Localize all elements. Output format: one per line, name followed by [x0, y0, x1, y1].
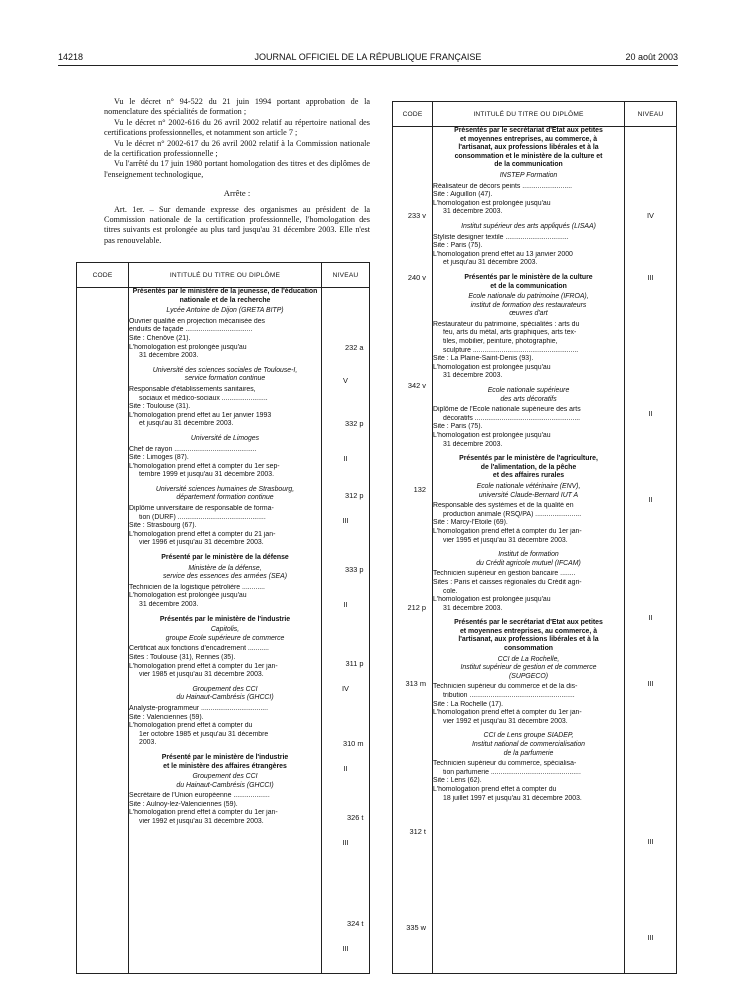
level-header: NIVEAU [625, 102, 677, 127]
entry-line: 31 décembre 2003. [139, 352, 199, 360]
page-header [58, 52, 678, 66]
entry-line: 31 décembre 2003. [443, 604, 503, 612]
ministry-heading: Présentés par le ministère de l'industrie [159, 615, 291, 623]
org-line: CCI de La Rochelle, [497, 655, 560, 663]
grp-line: et des affaires rurales [492, 472, 565, 480]
grp-line: Présenté par le ministère de l'industrie [161, 753, 289, 761]
title-entry [433, 683, 624, 726]
title-level: II [648, 409, 653, 418]
organism-name: Université de Limoges [190, 434, 260, 442]
entry-line: 2003. [139, 739, 157, 747]
paragraph: Vu le décret n° 2002-616 du 26 avril 2002 relatif au répertoire national des certifications professionnelles, et notamment son article 7 ; [104, 117, 370, 138]
org-line: Capitolis, [210, 626, 240, 634]
entry-line: 31 décembre 2003. [443, 440, 503, 448]
entry-line: L'homologation prend effet à compter du 21 jan- [129, 530, 276, 538]
org-line: du Hainaut-Cambrésis (GHCCI) [176, 694, 274, 702]
entry-line: Site : Paris (75). [433, 423, 483, 431]
entry-line: L'homologation est prolongée jusqu'au [433, 596, 551, 604]
entry-line: Site : Paris (75). [433, 242, 483, 250]
entry-line: Ouvrier qualifié en projection mécanisée des [129, 317, 265, 325]
organism-name [129, 686, 321, 703]
entry-line: 1er octobre 1985 et jusqu'au 31 décembre [139, 730, 269, 738]
organism-name [433, 732, 624, 758]
title-header: INTITULÉ DU TITRE OU DIPLÔME [129, 263, 322, 288]
title-level: II [343, 454, 348, 463]
entry-line: 31 décembre 2003. [443, 208, 503, 216]
grp-line: consommation et le ministère de la culture et [454, 152, 603, 160]
title-header: INTITULÉ DU TITRE OU DIPLÔME [433, 102, 625, 127]
title-level: V [343, 376, 348, 385]
organism-name [129, 486, 321, 503]
entry-line: tembre 1999 et jusqu'au 31 décembre 2003. [139, 471, 275, 479]
title-entry [129, 386, 321, 429]
title-code: 312 t [409, 827, 426, 836]
organism-name: Institut supérieur des arts appliqués (LISAA) [461, 222, 596, 230]
organism-name [433, 293, 624, 319]
organism-name [433, 656, 624, 682]
entry-line: 31 décembre 2003. [443, 372, 503, 380]
paragraph: Vu l'arrêté du 17 juin 1980 portant homologation des titres et des diplômes de l'enseignement technologique, [104, 159, 370, 179]
title-entry [129, 446, 321, 480]
org-line: institut de formation des restaurateurs [470, 301, 587, 309]
grp-line: l'artisanat, aux professions libérales et à la [458, 636, 599, 644]
title-level: II [343, 764, 348, 773]
title-code: 324 t [347, 918, 364, 928]
code-header: CODE [77, 263, 129, 288]
organism-name [433, 483, 624, 500]
entry-line: feu, arts du métal, arts graphiques, arts tex- [443, 329, 577, 337]
entry-line: Site : Aulnoy-lez-Valenciennes (59). [129, 800, 238, 808]
entry-line: et jusqu'au 31 décembre 2003. [443, 259, 538, 267]
entry-line: enduits de façade ................................... [129, 326, 253, 334]
org-line: des arts décoratifs [500, 395, 557, 403]
entry-line: L'homologation prend effet à compter du 1er jan- [129, 662, 278, 670]
entry-line: Diplôme universitaire de responsable de forma- [129, 505, 274, 513]
entry-line: cole. [443, 587, 458, 595]
org-line: département formation continue [176, 494, 274, 502]
grp-line: et moyennes entreprises, au commerce, à [459, 135, 598, 143]
right-table [392, 101, 677, 974]
entry-line: décoratifs ....................................................... [443, 414, 581, 422]
entry-line: L'homologation est prolongée jusqu'au [129, 592, 247, 600]
title-entry [433, 183, 624, 217]
entry-line: L'homologation est prolongée jusqu'au [433, 363, 551, 371]
title-entry [433, 760, 624, 803]
grp-line: et moyennes entreprises, au commerce, à [459, 627, 598, 635]
grp-line: et de la communication [490, 282, 567, 290]
org-line: Institut national de commercialisation [472, 741, 585, 748]
title-level: II [648, 495, 653, 504]
title-code: 326 t [347, 812, 364, 822]
ministry-heading: Présentés par le ministère de la jeunesse, de l'éducation nationale et de la recherche [132, 288, 318, 304]
entry-line: Technicien supérieur du commerce, spécialisa- [433, 760, 577, 768]
entry-line: Diplôme de l'Ecole nationale supérieure des arts [433, 406, 581, 414]
entry-line: 18 juillet 1997 et jusqu'au 31 décembre 2003. [443, 794, 582, 802]
org-line: Ministère de la défense, [188, 564, 262, 572]
entry-line: Site : La Rochelle (17). [433, 700, 504, 708]
title-code: 333 p [345, 564, 364, 574]
title-entry [433, 321, 624, 381]
journal-title: JOURNAL OFFICIEL DE LA RÉPUBLIQUE FRANÇAISE [254, 52, 482, 62]
code-column [393, 127, 433, 974]
grp-line: de la communication [494, 161, 563, 169]
entry-line: Site : Marcy-l'Etoile (69). [433, 519, 508, 527]
entry-line: Site : Limoges (87). [129, 454, 189, 462]
arrete-heading: Arrête : [223, 188, 251, 199]
entry-line: L'homologation est prolongée jusqu'au [129, 343, 247, 351]
grp-line: l'artisanat, aux professions libérales et à la [458, 144, 599, 152]
title-code: 311 p [345, 658, 364, 668]
organism-name: Lycée Antoine de Dijon (GRETA BITP) [166, 307, 284, 315]
organism-name [433, 387, 624, 404]
ministry-heading: Présenté par le ministère de la défense [161, 554, 289, 562]
title-entry [433, 570, 624, 613]
entry-line: Certificat aux fonctions d'encadrement ........... [129, 645, 269, 653]
title-column [433, 127, 625, 974]
entry-line: L'homologation prend effet à compter du 1er jan- [433, 709, 582, 717]
title-code: 332 p [345, 418, 364, 428]
title-code: 212 p [407, 603, 426, 612]
entry-line: vier 1985 et jusqu'au 31 décembre 2003. [139, 671, 264, 679]
title-code: 240 v [407, 273, 426, 282]
entry-line: tion (DURF) .............................................. [139, 513, 266, 521]
code-header: CODE [393, 102, 433, 127]
entry-line: tribution ....................................................... [443, 692, 575, 700]
ministry-heading [433, 274, 624, 291]
entry-line: L'homologation est prolongée jusqu'au [433, 432, 551, 439]
ministry-heading [433, 455, 624, 481]
org-line: Institut de formation [498, 551, 559, 559]
title-level: IV [647, 211, 654, 220]
title-code: 233 v [407, 211, 426, 220]
entry-line: Site : Lens (62). [433, 777, 482, 785]
title-level: III [342, 838, 349, 847]
org-line: Ecole nationale du patrimoine (IFROA), [468, 293, 589, 301]
entry-line: vier 1992 et jusqu'au 31 décembre 2003. [443, 717, 568, 725]
entry-line: sculpture ....................................................... [443, 346, 579, 354]
paragraph: Vu le décret n° 2002-617 du 26 avril 2002 relatif à la Commission nationale de la certification professionnelle ; [104, 138, 370, 159]
title-entry [129, 705, 321, 748]
title-level: III [342, 944, 349, 953]
entry-line: vier 1995 et jusqu'au 31 décembre 2003. [443, 536, 568, 544]
grp-line: Présentés par le ministère de la culture [464, 273, 593, 281]
title-level: III [647, 679, 654, 688]
left-table [76, 262, 370, 974]
entry-line: Site : Valenciennes (59). [129, 713, 204, 721]
ministry-heading [433, 619, 624, 653]
intro-text [104, 97, 370, 246]
paragraph: Vu le décret n° 94-522 du 21 juin 1994 portant approbation de la nomenclature des spécialités de formation ; [104, 97, 370, 117]
entry-line: Site : Chenôve (21). [129, 334, 191, 342]
title-code: 342 v [407, 381, 426, 390]
entry-line: Sites : Paris et caisses régionales du Crédit agri- [433, 578, 582, 586]
org-line: œuvres d'art [509, 310, 548, 318]
title-level: IV [342, 684, 349, 693]
title-code: 232 a [345, 342, 364, 352]
title-entry [129, 584, 321, 610]
title-level: III [647, 933, 654, 942]
org-line: Université sciences humaines de Strasbourg, [155, 485, 295, 493]
org-line: groupe Ecole supérieure de commerce [165, 634, 285, 642]
org-line: de la parfumerie [503, 749, 554, 757]
title-entry [129, 792, 321, 826]
entry-line: Site : Toulouse (31). [129, 403, 191, 411]
entry-line: Analyste-programmeur ................................... [129, 704, 269, 712]
organism-name [129, 773, 321, 790]
title-code: 132 [413, 485, 426, 494]
entry-line: Restaurateur du patrimoine, spécialités : arts du [433, 320, 580, 328]
entry-line: Technicien de la logistique pétrolière ............ [129, 583, 265, 591]
entry-line: 31 décembre 2003. [139, 601, 199, 608]
title-entry [433, 406, 624, 449]
header-rule [58, 65, 678, 66]
entry-line: L'homologation prend effet à compter du 1er sep- [129, 462, 280, 470]
entry-line: tion parfumerie ............................................... [443, 768, 581, 776]
org-line: Institut supérieur de gestion et de commerce [460, 664, 597, 672]
issue-date: 20 août 2003 [625, 52, 678, 62]
title-level: III [647, 837, 654, 846]
grp-line: de l'alimentation, de la pêche [480, 463, 577, 471]
org-line: service formation continue [184, 375, 266, 383]
entry-line: L'homologation est prolongée jusqu'au [433, 199, 551, 207]
entry-line: production animale (RSQ/PA) ........................ [443, 510, 582, 518]
entry-line: Site : Strasbourg (67). [129, 522, 197, 530]
organism-name [129, 626, 321, 643]
title-entry [433, 502, 624, 545]
entry-line: Technicien supérieur du commerce et de la dis- [433, 683, 578, 691]
title-level: III [647, 273, 654, 282]
page-number: 14218 [58, 52, 84, 62]
level-column [322, 288, 370, 974]
entry-line: vier 1992 et jusqu'au 31 décembre 2003. [139, 818, 264, 826]
organism-name: INSTEP Formation [499, 171, 558, 179]
entry-line: L'homologation prend effet à compter du 1er jan- [129, 809, 278, 817]
grp-line: Présentés par le secrétariat d'Etat aux petites [454, 127, 603, 134]
title-entry [129, 505, 321, 548]
organism-name [129, 565, 321, 582]
title-level: III [342, 516, 349, 525]
entry-line: Responsable d'établissements sanitaires, [129, 385, 256, 393]
org-line: du Hainaut-Cambrésis (GHCCI) [176, 781, 274, 789]
entry-line: L'homologation prend effet au 1er janvier 1993 [129, 411, 272, 419]
org-line: Université des sciences sociales de Toulouse-I, [152, 366, 298, 374]
entry-line: L'homologation prend effet au 13 janvier 2000 [433, 250, 573, 258]
entry-line: Responsable des systèmes et de la qualité en [433, 502, 574, 510]
article-1: Art. 1er. – Sur demande expresse des organismes au président de la Commission nationale de la certification professionnelle, l'homologation des titres suivants est prolongée au plus tard jusqu'au 31 décembre 2003. Elle n'est pas renouvelable. [104, 204, 370, 245]
entry-line: vier 1996 et jusqu'au 31 décembre 2003. [139, 539, 264, 547]
title-code: 335 w [406, 923, 426, 932]
title-entry [129, 645, 321, 679]
entry-line: Site : Aiguillon (47). [433, 191, 493, 199]
entry-line: Secrétaire de l'Union européenne ................... [129, 792, 270, 800]
org-line: Ecole nationale supérieure [487, 387, 570, 395]
grp-line: consommation [503, 645, 553, 653]
level-column [625, 127, 677, 974]
grp-line: Présentés par le ministère de l'agriculture, [459, 455, 598, 463]
entry-line: L'homologation prend effet à compter du [433, 785, 557, 793]
level-header: NIVEAU [322, 263, 370, 288]
title-level: II [648, 613, 653, 622]
title-code: 312 p [345, 490, 364, 500]
org-line: (SUPGECO) [508, 672, 549, 680]
entry-line: et jusqu'au 31 décembre 2003. [139, 420, 234, 428]
org-line: Ecole nationale vétérinaire (ENV), [476, 482, 581, 490]
entry-line: Site : La Plaine-Saint-Denis (93). [433, 355, 534, 363]
entry-line: Chef de rayon ........................................... [129, 445, 257, 453]
org-line: Groupement des CCI [192, 685, 258, 693]
title-column [129, 288, 322, 974]
org-line: service des essences des armées (SEA) [162, 573, 288, 581]
title-entry [433, 234, 624, 268]
org-line: université Claude-Bernard IUT A [478, 491, 579, 499]
ministry-heading [433, 127, 624, 170]
grp-line: et le ministère des affaires étrangères [163, 762, 287, 770]
org-line: CCI de Lens groupe SIADEP, [483, 732, 574, 740]
title-code: 310 m [342, 738, 364, 748]
title-level: II [343, 600, 348, 609]
entry-line: Technicien supérieur en gestion bancaire ........ [433, 570, 576, 578]
entry-line: sociaux et médico-sociaux ........................ [139, 394, 268, 402]
title-code: 313 m [405, 679, 426, 688]
title-entry [129, 318, 321, 361]
organism-name [433, 551, 624, 568]
org-line: Groupement des CCI [192, 773, 258, 781]
entry-line: Réalisateur de décors peints .......................... [433, 182, 573, 190]
entry-line: tiles, mobilier, peinture, photographie, [443, 338, 558, 346]
entry-line: Sites : Toulouse (31), Rennes (35). [129, 653, 236, 661]
organism-name [129, 367, 321, 384]
org-line: du Crédit agricole mutuel (IFCAM) [476, 559, 581, 567]
grp-line: Présentés par le secrétariat d'Etat aux petites [454, 619, 603, 627]
entry-line: L'homologation prend effet à compter du [129, 722, 253, 730]
entry-line: Styliste designer textile ................................. [433, 233, 569, 241]
ministry-heading [129, 754, 321, 771]
entry-line: L'homologation prend effet à compter du 1er jan- [433, 527, 582, 535]
